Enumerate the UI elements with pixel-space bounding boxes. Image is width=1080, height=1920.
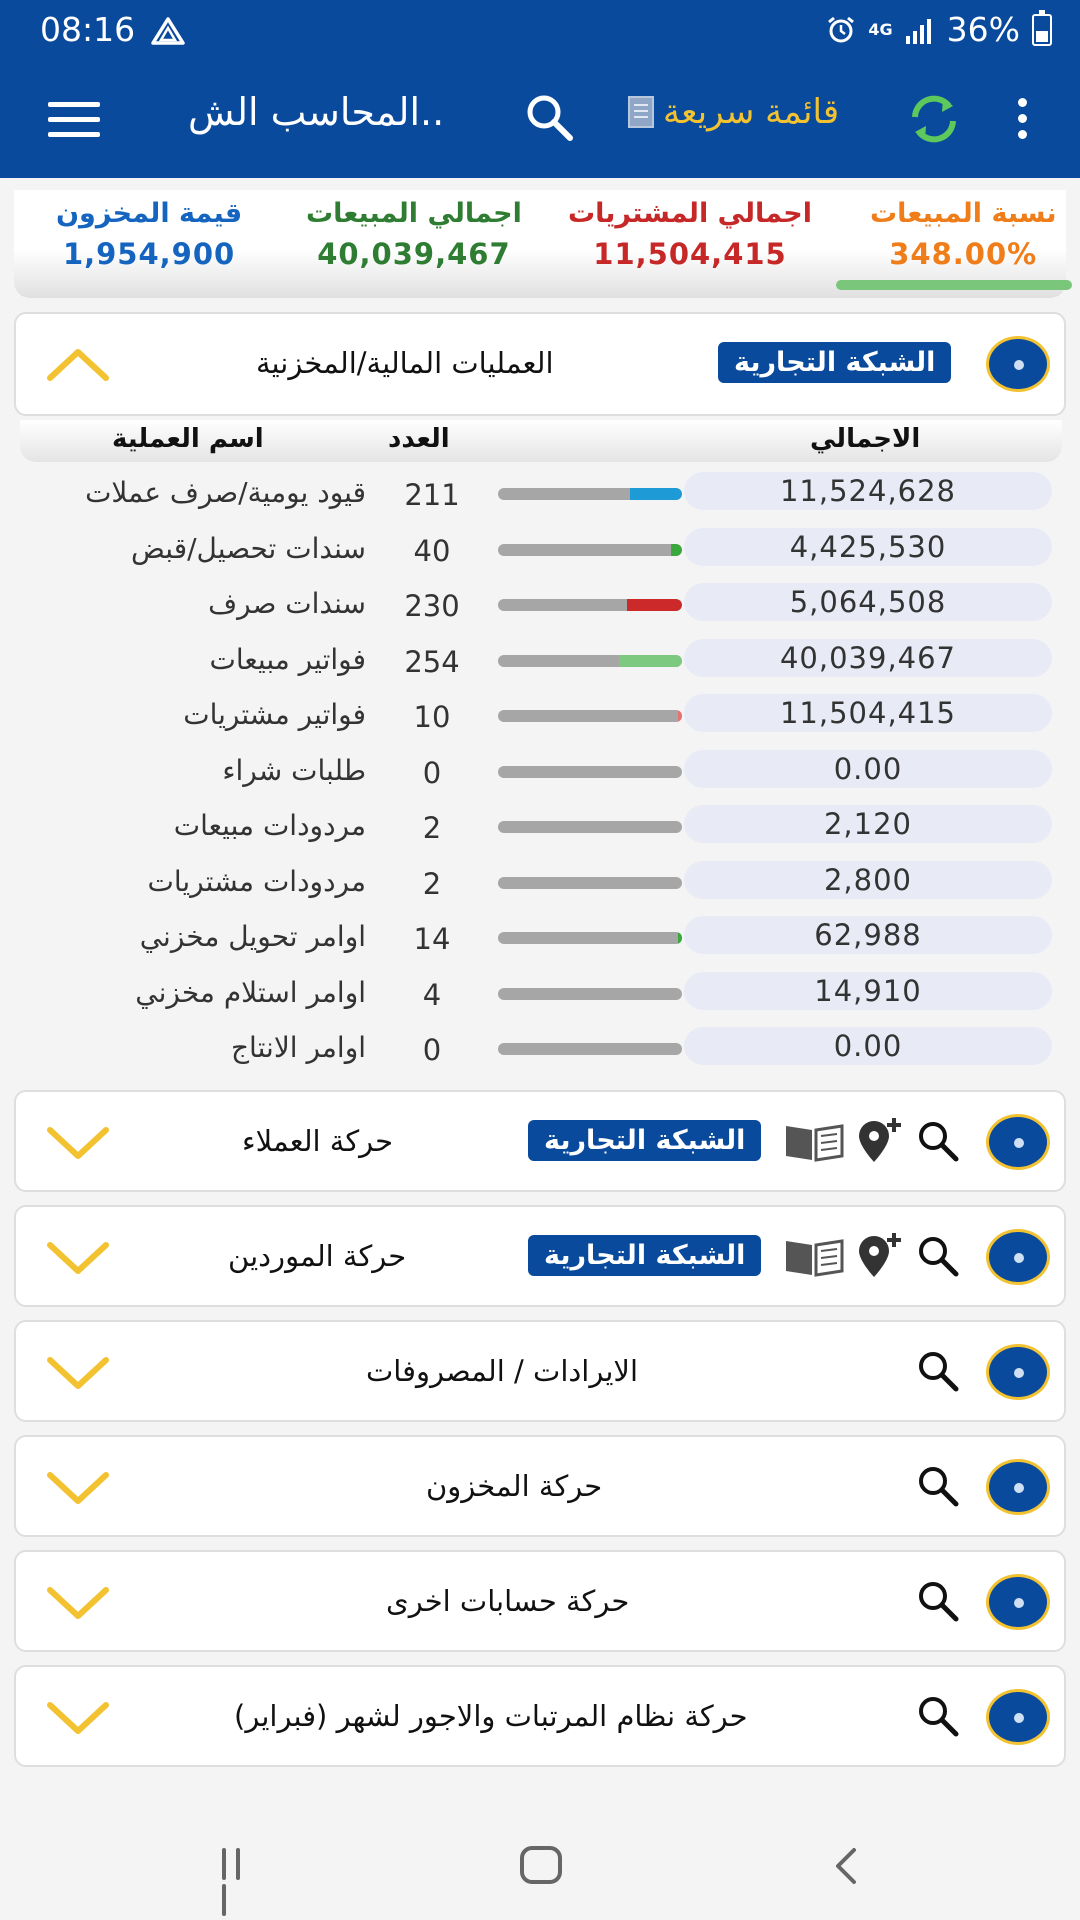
operation-name: اوامر تحويل مخزني (139, 920, 366, 953)
table-row[interactable] (0, 914, 1080, 966)
panel-bullet-icon (986, 1229, 1050, 1285)
section-title: حركة نظام المرتبات والاجور لشهر (فبراير) (234, 1699, 748, 1733)
section-title: حركة الموردين (228, 1239, 407, 1273)
battery-icon (1032, 14, 1052, 46)
signal-icon (905, 16, 935, 44)
stat-label: قيمة المخزون (56, 198, 243, 229)
document-icon (625, 95, 657, 129)
chevron-down-icon[interactable] (46, 1471, 110, 1507)
progress-fill (630, 488, 682, 500)
add-location-icon[interactable] (854, 1116, 904, 1166)
progress-fill (678, 932, 682, 944)
network-chip[interactable]: الشبكة التجارية (528, 1235, 761, 1276)
section-inventory[interactable] (14, 1435, 1066, 1537)
progress-fill (671, 544, 682, 556)
chevron-down-icon[interactable] (46, 1241, 110, 1277)
operation-count: 10 (413, 700, 451, 734)
operation-total: 40,039,467 (684, 639, 1052, 677)
status-time: 08:16 (40, 10, 136, 49)
operation-name: سندات صرف (208, 587, 366, 620)
operation-name: فواتير مبيعات (209, 642, 366, 676)
network-type: 4G (868, 19, 893, 39)
operations-panel[interactable] (14, 312, 1066, 416)
operation-total: 62,988 (684, 916, 1052, 954)
search-icon[interactable] (914, 1463, 962, 1509)
table-row[interactable] (0, 748, 1080, 800)
operation-progress-bar (498, 766, 682, 778)
operation-progress-bar (498, 599, 682, 611)
table-row[interactable] (0, 526, 1080, 578)
recents-icon[interactable] (222, 1848, 262, 1882)
operation-progress-bar (498, 488, 682, 500)
book-icon[interactable] (784, 1237, 844, 1277)
operation-count: 230 (404, 589, 460, 623)
search-icon[interactable] (914, 1233, 962, 1279)
stat-total-purchases (568, 198, 812, 271)
column-count: العدد (388, 424, 450, 454)
hamburger-menu-icon[interactable] (48, 102, 100, 138)
table-row[interactable] (0, 803, 1080, 855)
table-row[interactable] (0, 637, 1080, 689)
drive-icon (150, 16, 186, 46)
operation-progress-bar (498, 544, 682, 556)
operation-total: 2,800 (684, 861, 1052, 899)
column-total: الاجمالي (810, 424, 921, 454)
panel-bullet-icon (986, 1689, 1050, 1745)
app-bar (0, 64, 1080, 178)
chevron-down-icon[interactable] (46, 1356, 110, 1392)
stat-value: 11,504,415 (593, 237, 787, 271)
operation-count: 2 (422, 811, 442, 845)
operation-count: 254 (404, 644, 460, 679)
more-options-icon[interactable] (1012, 98, 1032, 142)
panel-bullet-icon (986, 336, 1050, 392)
operation-name: سندات تحصيل/قبض (130, 531, 366, 565)
home-icon[interactable] (520, 1846, 562, 1884)
stat-value: 348.00% (889, 237, 1038, 271)
operation-progress-bar (498, 877, 682, 889)
table-row[interactable] (0, 1025, 1080, 1077)
table-row[interactable] (0, 692, 1080, 744)
back-icon[interactable] (830, 1846, 862, 1886)
operation-count: 0 (422, 1033, 442, 1067)
operation-progress-bar (498, 655, 682, 667)
section-title: حركة العملاء (242, 1124, 394, 1158)
operation-total: 5,064,508 (684, 583, 1052, 621)
operation-progress-bar (498, 1043, 682, 1055)
refresh-icon[interactable] (905, 90, 963, 148)
table-header (20, 420, 1062, 462)
quick-menu-button[interactable] (625, 92, 839, 132)
search-icon[interactable] (524, 92, 576, 144)
panel-bullet-icon (986, 1344, 1050, 1400)
operation-name: قيود يومية/صرف عملات (85, 476, 366, 509)
network-chip[interactable]: الشبكة التجارية (528, 1120, 761, 1161)
section-title: الايرادات / المصروفات (366, 1354, 639, 1388)
operation-name: اوامر الانتاج (230, 1031, 366, 1064)
search-icon[interactable] (914, 1348, 962, 1394)
operation-total: 2,120 (684, 805, 1052, 843)
stat-label: اجمالي المشتريات (568, 198, 813, 229)
operation-count: 2 (422, 866, 442, 901)
system-nav-bar (0, 1812, 1080, 1920)
app-title: المحاسب الش.. (188, 90, 445, 134)
status-bar (0, 0, 1080, 64)
stat-label: اجمالي المبيعات (306, 198, 522, 229)
network-chip[interactable]: الشبكة التجارية (718, 342, 951, 383)
operation-count: 4 (422, 977, 442, 1012)
section-customers[interactable] (14, 1090, 1066, 1192)
operation-name: مردودات مبيعات (173, 809, 366, 842)
stat-sales-ratio (870, 198, 1056, 271)
operation-total: 4,425,530 (684, 528, 1052, 566)
search-icon[interactable] (914, 1578, 962, 1624)
table-row[interactable] (0, 581, 1080, 633)
panel-bullet-icon (986, 1114, 1050, 1170)
operation-count: 40 (413, 533, 451, 568)
search-icon[interactable] (914, 1693, 962, 1739)
chevron-down-icon[interactable] (46, 1701, 110, 1737)
chevron-down-icon[interactable] (46, 1126, 110, 1162)
operation-name: اوامر استلام مخزني (135, 975, 366, 1009)
operation-total: 0.00 (684, 1027, 1052, 1065)
operation-progress-bar (498, 988, 682, 1000)
operation-total: 0.00 (684, 750, 1052, 788)
progress-fill (619, 655, 682, 667)
operation-progress-bar (498, 710, 682, 722)
operation-count: 14 (413, 922, 451, 956)
section-revenue-expenses[interactable] (14, 1320, 1066, 1422)
quick-menu-label: قائمة سريعة (663, 92, 840, 132)
section-suppliers[interactable] (14, 1205, 1066, 1307)
operation-count: 0 (422, 755, 442, 790)
stat-value: 40,039,467 (317, 237, 511, 271)
operation-total: 11,524,628 (684, 472, 1052, 510)
operation-name: فواتير مشتريات (183, 698, 366, 731)
search-icon[interactable] (914, 1118, 962, 1164)
summary-strip (14, 190, 1066, 298)
operation-count: 211 (404, 478, 460, 512)
stat-label: نسبة المبيعات (870, 198, 1057, 229)
add-location-icon[interactable] (854, 1231, 904, 1281)
table-row[interactable] (0, 970, 1080, 1022)
panel-bullet-icon (986, 1459, 1050, 1515)
table-row[interactable] (0, 470, 1080, 522)
book-icon[interactable] (784, 1122, 844, 1162)
stat-total-sales (306, 198, 522, 271)
table-row[interactable] (0, 859, 1080, 911)
stat-inventory-value (56, 198, 242, 271)
alarm-icon (826, 15, 856, 45)
chevron-down-icon[interactable] (46, 1586, 110, 1622)
battery-percent: 36% (946, 10, 1020, 49)
operation-total: 11,504,415 (684, 694, 1052, 732)
chevron-up-icon[interactable] (46, 346, 110, 382)
operation-progress-bar (498, 932, 682, 944)
section-other-accounts[interactable] (14, 1550, 1066, 1652)
operation-progress-bar (498, 821, 682, 833)
section-title: حركة حسابات اخرى (386, 1584, 630, 1618)
progress-fill (627, 599, 682, 611)
panel-title: العمليات المالية/المخزنية (256, 346, 554, 380)
sales-ratio-bar (836, 280, 1072, 290)
panel-bullet-icon (986, 1574, 1050, 1630)
column-name: اسم العملية (112, 424, 264, 454)
stat-value: 1,954,900 (62, 237, 236, 271)
operation-name: مردودات مشتريات (147, 864, 366, 898)
section-payroll[interactable] (14, 1665, 1066, 1767)
progress-fill (678, 710, 682, 722)
operation-total: 14,910 (684, 972, 1052, 1010)
section-title: حركة المخزون (426, 1469, 603, 1503)
operation-name: طلبات شراء (222, 753, 366, 787)
